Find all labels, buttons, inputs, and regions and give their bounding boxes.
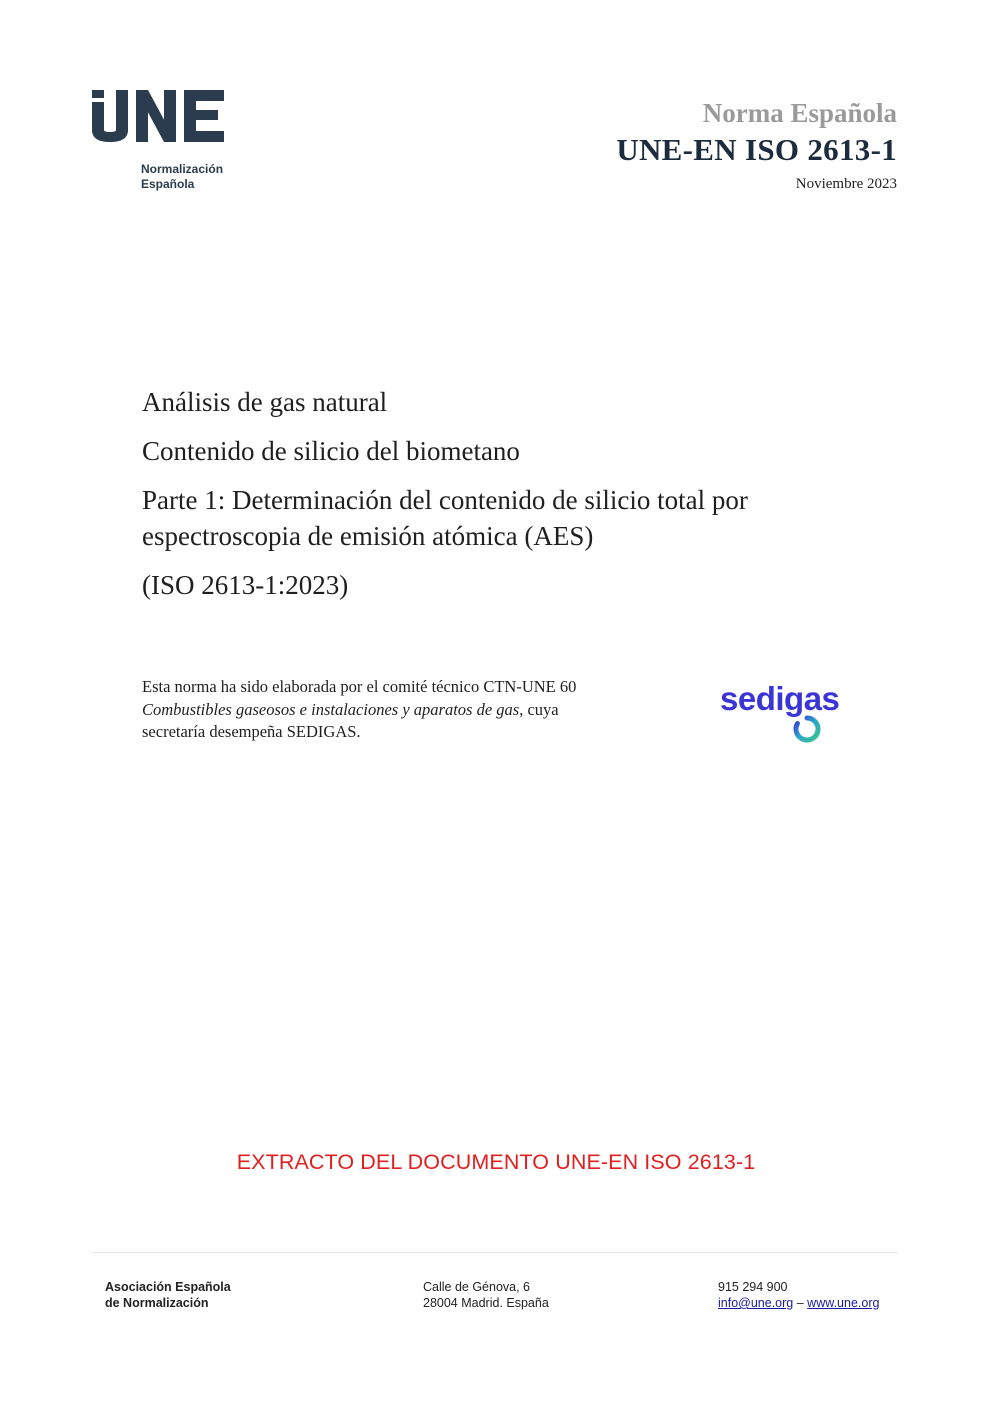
- title-line-3: Parte 1: Determinación del contenido de silicio total por espectroscopia de emisión atómica (AES): [142, 485, 748, 551]
- footer-address-line2: 28004 Madrid. España: [423, 1296, 549, 1310]
- standard-header: [616, 96, 897, 193]
- title-line-1: Análisis de gas natural: [142, 387, 388, 417]
- footer-divider: [92, 1252, 898, 1253]
- une-subtitle-line1: Normalización: [141, 162, 224, 176]
- une-logo-icon: [92, 86, 232, 148]
- committee-text-after: , cuya secretaría desempeña SEDIGAS.: [142, 699, 559, 741]
- footer-org-line1: Asociación Española: [105, 1280, 231, 1294]
- sedigas-wordmark: sedigas: [720, 680, 840, 717]
- footer-organization: [105, 1279, 231, 1311]
- footer-org-line2: de Normalización: [105, 1296, 209, 1310]
- committee-note: [142, 676, 612, 744]
- document-titles: [142, 384, 882, 616]
- sedigas-logo: [720, 682, 865, 746]
- norma-code: UNE-EN ISO 2613-1: [616, 132, 897, 167]
- sedigas-ring-icon: [792, 714, 822, 744]
- footer-links: [718, 1295, 879, 1311]
- norma-label: Norma Española: [702, 98, 897, 128]
- committee-name-italic: Combustibles gaseosos e instalaciones y aparatos de gas: [142, 699, 520, 719]
- une-subtitle-line2: Española: [141, 177, 195, 191]
- footer-address-line1: Calle de Génova, 6: [423, 1280, 531, 1294]
- website-link[interactable]: www.une.org: [807, 1296, 880, 1310]
- footer-address: [423, 1279, 549, 1311]
- footer-phone: 915 294 900: [718, 1280, 788, 1294]
- une-logo-subtitle: [141, 162, 223, 192]
- extract-notice: EXTRACTO DEL DOCUMENTO UNE-EN ISO 2613-1: [236, 1150, 756, 1174]
- title-line-4: (ISO 2613-1:2023): [142, 570, 349, 600]
- email-link[interactable]: info@une.org: [718, 1296, 794, 1310]
- committee-text-before: Esta norma ha sido elaborada por el comité técnico CTN-UNE 60: [142, 677, 577, 696]
- publication-date: Noviembre 2023: [795, 176, 897, 192]
- footer-contact: [718, 1279, 879, 1311]
- title-line-2: Contenido de silicio del biometano: [142, 436, 520, 466]
- une-logo: [92, 86, 252, 196]
- footer-separator: –: [796, 1296, 804, 1310]
